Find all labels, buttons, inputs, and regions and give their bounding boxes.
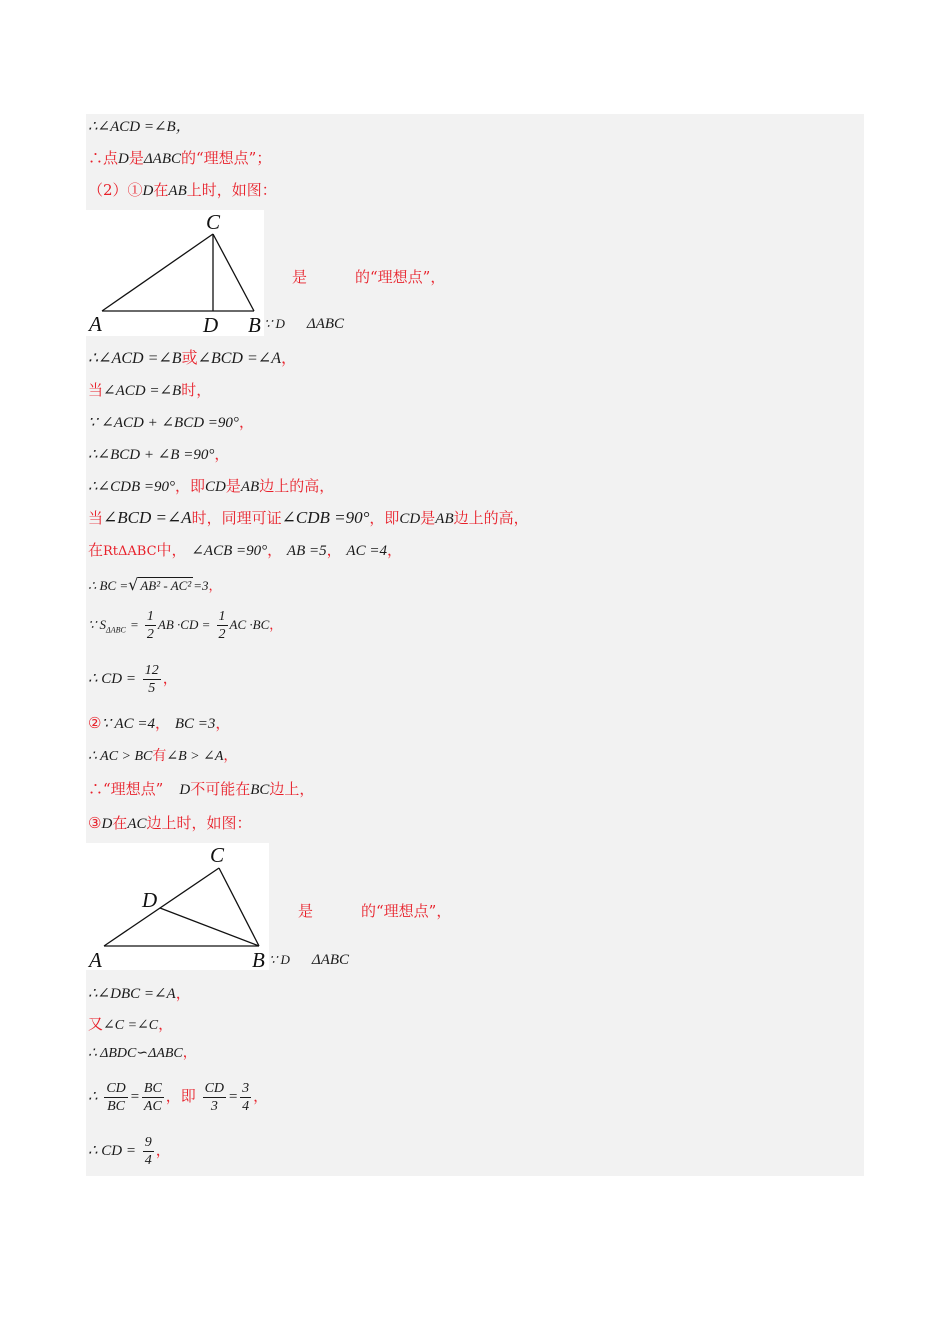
figure-triangle-d-on-ab — [86, 210, 264, 336]
figure1-caption — [292, 266, 445, 287]
fraction — [104, 1080, 127, 1115]
math: ∵ D — [269, 952, 290, 967]
step-line-2 — [88, 148, 271, 169]
numerator: BC — [143, 1080, 162, 1096]
text: ， — [214, 445, 230, 463]
text: ， — [267, 541, 283, 559]
step-line-21 — [88, 1076, 268, 1117]
label-d: D — [203, 313, 219, 336]
text: ∴点 — [88, 149, 119, 167]
math: AC ·BC — [229, 617, 270, 632]
step-line-5 — [88, 380, 211, 401]
math: ∴ CD = — [88, 671, 137, 687]
text: 时，同理可证 — [191, 509, 282, 527]
math: AB — [435, 511, 454, 527]
math: ∴∠ACD =∠B， — [88, 119, 191, 135]
label-d: D — [142, 888, 158, 912]
text: ∴“理想点” — [88, 780, 164, 798]
math: ∴∠ACD =∠B — [88, 350, 182, 367]
text: ， — [386, 541, 402, 559]
text: 或 — [181, 348, 198, 367]
text: ，即 — [165, 1087, 196, 1105]
numerator: 3 — [242, 1080, 250, 1096]
text: （2）① — [88, 181, 143, 199]
numerator: 1 — [218, 609, 226, 624]
math: ∠ACB =90° — [191, 543, 268, 559]
math: ∴∠CDB =90° — [88, 479, 175, 495]
step-line-16 — [88, 779, 314, 800]
text: ， — [208, 579, 222, 594]
numerator: 1 — [146, 609, 154, 624]
denominator: 2 — [146, 627, 154, 642]
step-line-22 — [88, 1130, 171, 1171]
fraction — [143, 662, 161, 697]
text: ， — [269, 618, 283, 633]
math: ∴∠DBC =∠A — [88, 986, 176, 1002]
text: ， — [182, 1045, 197, 1061]
math: ∠CDB =90° — [281, 508, 370, 527]
text: ， — [253, 1087, 269, 1105]
math: ∵ ∠ACD + ∠BCD =90° — [88, 415, 239, 431]
denominator: 2 — [218, 627, 226, 642]
math: AB ·CD = — [157, 617, 211, 632]
step-line-17 — [88, 813, 252, 834]
label-a: A — [89, 312, 102, 336]
step-line-19 — [88, 1014, 173, 1036]
fraction — [143, 1134, 154, 1169]
math: AB — [168, 183, 187, 199]
step-line-3 — [88, 180, 277, 201]
text: 在 — [153, 181, 169, 199]
text: ， — [238, 413, 254, 431]
text: 是 — [420, 509, 436, 527]
step-line-15 — [88, 746, 237, 767]
step-line-13 — [88, 658, 178, 699]
math: ∠B > ∠A — [166, 749, 224, 764]
step-line-18 — [88, 983, 191, 1004]
text: ， — [280, 348, 297, 367]
text: ② — [88, 714, 102, 732]
denominator: 4 — [144, 1152, 152, 1168]
math: CD — [205, 479, 226, 495]
text: 边上的高， — [453, 509, 529, 527]
step-line-1 — [88, 116, 191, 137]
step-line-9 — [88, 508, 529, 529]
math: AC — [127, 816, 147, 832]
math: ΔABC — [306, 316, 345, 332]
math: ∠C =∠C — [103, 1018, 159, 1033]
text: ， — [223, 748, 238, 764]
text: 不可能在 — [190, 780, 251, 798]
text: 边上时，如图： — [146, 814, 252, 832]
step-line-14 — [88, 713, 230, 734]
text: 当 — [88, 509, 104, 527]
text: ， — [162, 669, 178, 687]
math: = — [129, 617, 139, 632]
math: D — [142, 183, 154, 199]
math: CD — [399, 511, 421, 527]
denominator: BC — [107, 1098, 125, 1114]
math: BC =3 — [174, 716, 216, 732]
math: ∴ — [88, 1089, 98, 1105]
text: ， — [215, 714, 231, 732]
text: ， — [158, 1015, 174, 1033]
text: 边上的高， — [259, 477, 335, 495]
denominator: AC — [143, 1098, 162, 1114]
text: 边上， — [269, 780, 315, 798]
text: 的“理想点”， — [361, 902, 452, 920]
numerator: 9 — [144, 1134, 152, 1150]
fraction — [142, 1080, 164, 1115]
math: ΔABC — [311, 952, 350, 968]
math: D — [118, 151, 129, 167]
math: BC — [250, 782, 270, 798]
fraction — [145, 608, 156, 643]
text: ， — [175, 984, 191, 1002]
math: ∴ AC > BC — [88, 749, 153, 764]
text: 是 — [298, 902, 314, 920]
math: AB — [240, 479, 260, 495]
math: ∠BCD =∠A — [197, 350, 281, 367]
figure2-caption — [298, 900, 451, 921]
fraction — [217, 608, 228, 643]
text: 在 — [112, 814, 128, 832]
math: AC =4 — [346, 543, 387, 559]
figure2-after — [269, 952, 349, 969]
step-line-4 — [88, 348, 297, 369]
step-line-12 — [88, 606, 282, 650]
step-line-10 — [88, 540, 402, 562]
text: 有 — [152, 748, 167, 764]
step-line-20 — [88, 1043, 197, 1064]
text: 又 — [88, 1015, 104, 1033]
math: ΔABC — [106, 625, 126, 635]
step-line-11: ∴ BC =√ AB² - AC² =3， — [88, 575, 222, 594]
math: ΔABC — [143, 151, 182, 167]
label-a: A — [89, 948, 102, 970]
label-c: C — [206, 210, 221, 234]
text: 时， — [181, 381, 212, 399]
fraction — [203, 1080, 226, 1115]
math: ∴ ΔBDC∽ΔABC — [88, 1046, 183, 1061]
label-b: B — [248, 313, 261, 336]
math: = — [129, 1089, 140, 1105]
math: ∵ S — [88, 617, 107, 632]
math: ∴ CD = — [88, 1143, 137, 1159]
text: 当 — [88, 381, 104, 399]
text: 上时，如图： — [186, 181, 277, 199]
denominator: 4 — [242, 1098, 250, 1114]
text: ③ — [88, 814, 102, 832]
math: D — [101, 816, 113, 832]
numerator: CD — [204, 1080, 225, 1096]
step-line-6 — [88, 412, 254, 433]
numerator: 12 — [144, 662, 159, 678]
math: AB =5 — [286, 543, 327, 559]
label-c: C — [210, 843, 225, 867]
math: AB² - AC² — [140, 578, 192, 593]
text: 中， — [156, 541, 187, 559]
text: ，即 — [369, 509, 400, 527]
math: ∠ACD =∠B — [103, 383, 182, 399]
math: ∵ AC =4 — [101, 716, 156, 732]
math: ∴ BC = — [88, 578, 129, 593]
text: 是 — [225, 477, 241, 495]
math: D — [179, 782, 191, 798]
math: ∴∠BCD + ∠B =90° — [88, 447, 215, 463]
text: 的“理想点”， — [355, 268, 446, 286]
math: ∠BCD =∠A — [103, 508, 192, 527]
text: ， — [155, 714, 171, 732]
text: ， — [155, 1141, 171, 1159]
text: RtΔABC — [103, 544, 157, 559]
denominator: 3 — [210, 1098, 218, 1114]
text: ， — [326, 541, 342, 559]
math: =3 — [193, 578, 209, 593]
text: 是 — [128, 149, 144, 167]
math: = — [228, 1089, 239, 1105]
step-line-8 — [88, 476, 334, 497]
figure1-after — [264, 316, 344, 333]
numerator: CD — [106, 1080, 126, 1096]
figure-triangle-d-on-ac — [86, 843, 269, 970]
label-b: B — [252, 948, 265, 970]
text: 是 — [292, 268, 308, 286]
text: 在 — [88, 541, 104, 559]
math: ∵ D — [264, 316, 285, 331]
denominator: 5 — [148, 680, 156, 696]
text: 的“理想点”； — [181, 149, 272, 167]
text: ，即 — [174, 477, 205, 495]
step-line-7 — [88, 444, 229, 465]
fraction — [240, 1080, 251, 1115]
